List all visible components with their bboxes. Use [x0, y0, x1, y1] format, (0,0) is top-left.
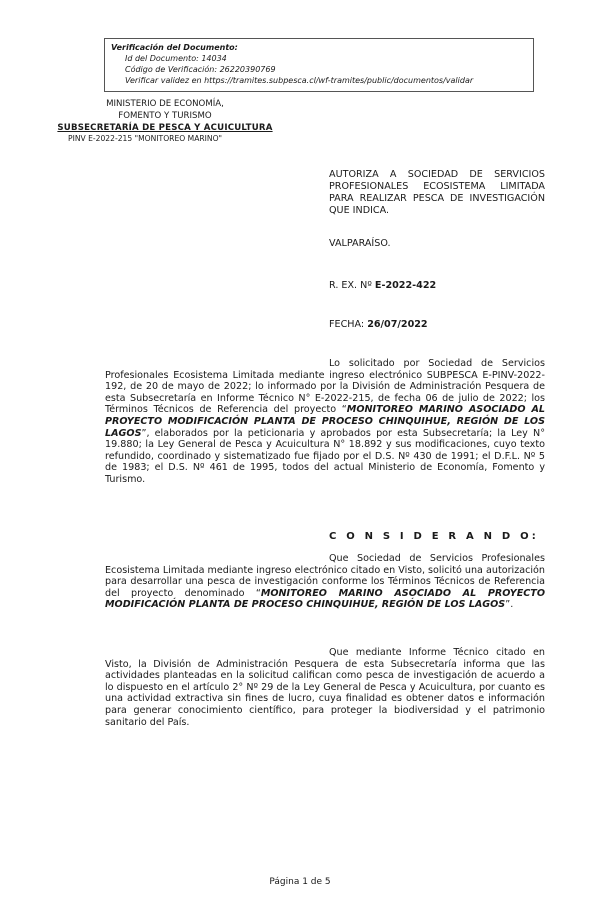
considerando-paragraph-1	[105, 553, 545, 611]
project-name-2: MONITOREO MARINO ASOCIADO AL PROYECTO MODIFICACIÓN PLANTA DE PROCESO CHINQUIHUE, REGIÓN DE LOS LAGOS	[105, 587, 545, 611]
city: VALPARAÍSO.	[329, 238, 391, 249]
considerando-1-text-1: Que Sociedad de Servicios Profesionales Ecosistema Limitada mediante ingreso electrónico citado en Visto, solicitó una autorización para desarrollar una pesca de investigación conforme los Términos Técnicos de Referencia del proyecto denominado “	[105, 553, 545, 599]
considerando-1-text-2: ”.	[505, 599, 514, 611]
resolution-date	[329, 319, 545, 331]
resolution-number	[329, 280, 545, 292]
ministry-name-2: FOMENTO Y TURISMO	[118, 111, 212, 121]
verification-document-id: • Id del Documento: 14034	[125, 53, 527, 64]
verification-box	[104, 38, 534, 92]
authorization-summary: AUTORIZA A SOCIEDAD DE SERVICIOS PROFESIONALES ECOSISTEMA LIMITADA PARA REALIZAR PESCA DE INVESTIGACIÓN QUE INDICA.	[329, 169, 545, 216]
verification-title: Verificación del Documento:	[111, 43, 238, 52]
vistos-text-2: ”, elaborados por la peticionaria y aprobados por esta Subsecretaría; la Ley N° 19.880; la Ley General de Pesca y Acuicultura N° 18.892 y sus modificaciones, cuyo texto refundido, coordinado y sistematizado fue fijado por el D.S. Nº 430 de 1991; el D.F.L. Nº 5 de 1983; el D.S. Nº 461 de 1995, todos del actual Ministerio de Economía, Fomento y Turismo.	[105, 427, 545, 485]
ministry-header	[40, 98, 290, 134]
vistos-text-1: Lo solicitado por Sociedad de Servicios Profesionales Ecosistema Limitada mediante ingreso electrónico SUBPESCA E-PINV-2022-192, de 20 de mayo de 2022; lo informado por la División de Administración Pesquera de esta Subsecretaría en Informe Técnico N° E-2022-215, de fecha 06 de julio de 2022; los Términos Técnicos de Referencia del proyecto “	[105, 358, 545, 416]
date-value: 26/07/2022	[367, 319, 428, 330]
pinv-reference: PINV E-2022-215 "MONITOREO MARINO"	[68, 134, 223, 143]
resolution-prefix: R. EX. Nº	[329, 280, 372, 291]
verification-url[interactable]: • Verificar validez en https://tramites.subpesca.cl/wf-tramites/public/documentos/validar	[125, 75, 527, 86]
considerando-heading: C O N S I D E R A N D O:	[329, 531, 539, 542]
verification-code: • Código de Verificación: 26220390769	[125, 64, 527, 75]
ministry-name: MINISTERIO DE ECONOMÍA,	[106, 99, 224, 109]
resolution-code: E-2022-422	[374, 280, 437, 291]
page-number: Página 1 de 5	[269, 877, 331, 887]
verification-list	[111, 53, 527, 86]
project-name: MONITOREO MARINO ASOCIADO AL PROYECTO MODIFICACIÓN PLANTA DE PROCESO CHINQUIHUE, REGIÓN DE LOS LAGOS	[105, 404, 545, 439]
subsecretaria-name: SUBSECRETARÍA DE PESCA Y ACUICULTURA	[57, 123, 273, 133]
vistos-paragraph	[105, 358, 545, 486]
considerando-paragraph-2: Que mediante Informe Técnico citado en Visto, la División de Administración Pesquera de esta Subsecretaría informa que las actividades planteadas en la solicitud califican como pesca de investigación de acuerdo a lo dispuesto en el artículo 2° Nº 29 de la Ley General de Pesca y Acuicultura, por cuanto es una actividad extractiva sin fines de lucro, cuya finalidad es obtener datos e información para generar conocimiento científico, para proteger la biodiversidad y el patrimonio sanitario del País.	[105, 647, 545, 728]
date-label: FECHA:	[329, 319, 365, 330]
